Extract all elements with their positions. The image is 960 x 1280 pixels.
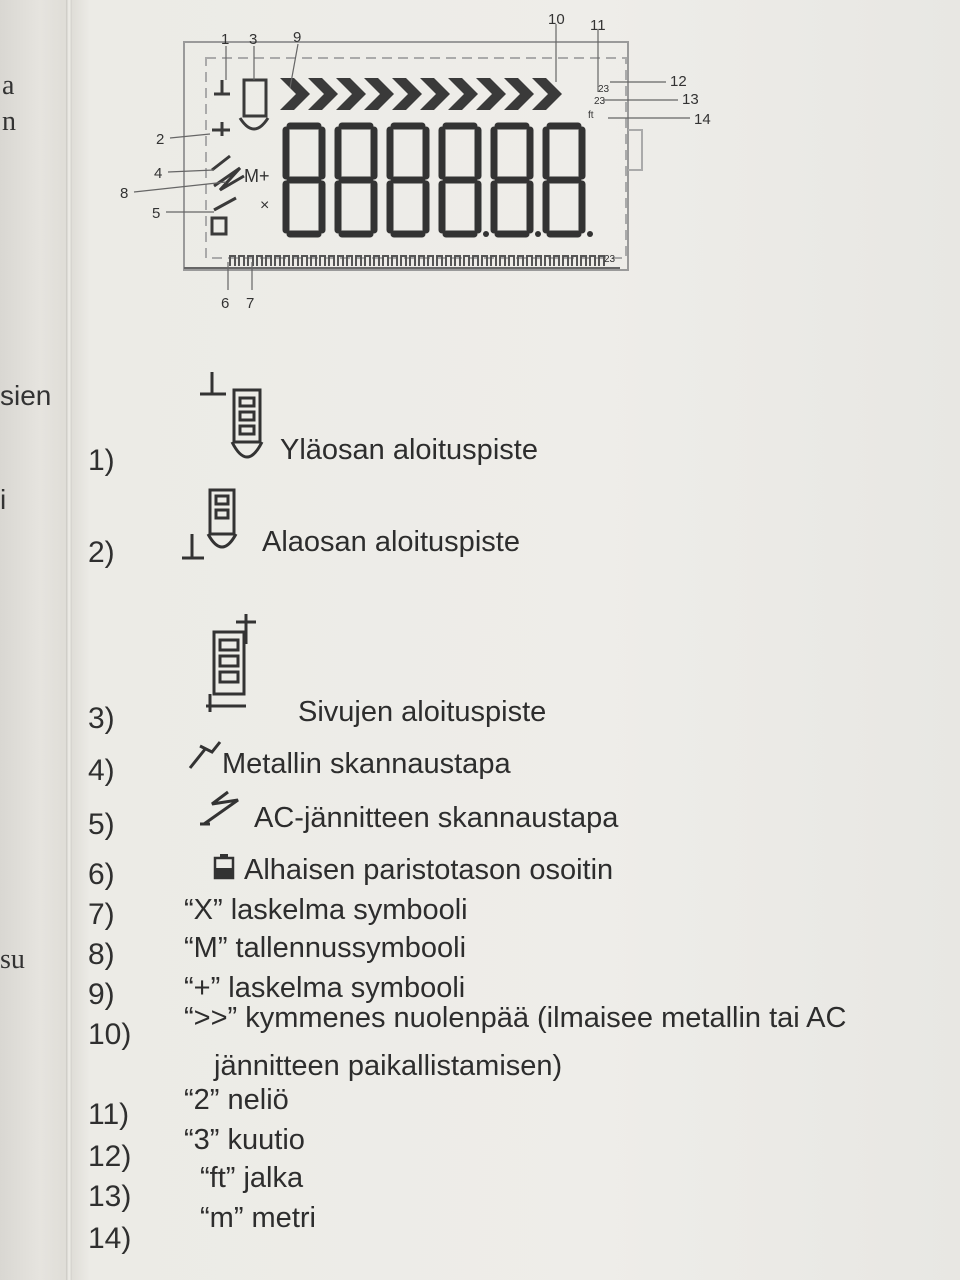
svg-text:ft: ft — [588, 110, 594, 121]
callout-number: 6 — [221, 295, 230, 312]
legend-text-6: Alhaisen paristotason osoitin — [244, 854, 614, 886]
lcd-digit — [494, 126, 541, 237]
legend-number-13: 13) — [88, 1180, 132, 1213]
legend-number-2: 2) — [88, 536, 115, 569]
arrow-chevron — [532, 78, 562, 110]
edge-fragment-n: n — [2, 106, 16, 137]
edge-fragment-a: a — [2, 70, 15, 101]
legend-number-12: 12) — [88, 1140, 132, 1173]
ruler-tick — [590, 256, 595, 266]
arrow-chevron — [364, 78, 394, 110]
callout-number: 4 — [154, 165, 163, 182]
callout-leaders — [134, 24, 690, 290]
edge-fragment-sien: sien — [0, 380, 52, 411]
legend-number-10: 10) — [88, 1018, 132, 1051]
legend-text-10: “>>” kymmenes nuolenpää (ilmaisee metallin tai AC — [184, 1002, 847, 1034]
arrow-chevron — [280, 78, 310, 110]
ruler-tick — [284, 256, 289, 266]
ruler-tick — [365, 256, 370, 266]
metal-scan-icon — [186, 736, 226, 776]
ruler-tick — [464, 256, 469, 266]
edge-fragment-i: i — [0, 484, 7, 515]
svg-text:23: 23 — [594, 96, 606, 107]
arrow-chevron — [336, 78, 366, 110]
arrow-chevron — [392, 78, 422, 110]
low-battery-icon — [212, 852, 238, 880]
legend-text-14: “m” metri — [200, 1202, 316, 1234]
callout-number: 8 — [120, 185, 129, 202]
lcd-digit — [390, 126, 426, 234]
arrow-chevron — [504, 78, 534, 110]
arrow-chevron — [448, 78, 478, 110]
ruler-tick — [239, 256, 244, 266]
callout-number: 13 — [682, 91, 699, 108]
ruler-tick — [257, 256, 262, 266]
callout-numbers — [120, 11, 711, 312]
legend-text-4: Metallin skannaustapa — [222, 748, 511, 780]
svg-text:23: 23 — [604, 254, 616, 265]
ruler-tick — [446, 256, 451, 266]
unit-symbols — [588, 84, 616, 265]
callout-number: 10 — [548, 11, 565, 28]
callout-number: 3 — [249, 31, 258, 48]
lcd-diagram — [0, 0, 960, 320]
callout-number: 5 — [152, 205, 161, 222]
legend-number-11: 11) — [88, 1098, 130, 1131]
legend-text-13: “ft” jalka — [200, 1162, 304, 1194]
legend-text-8: “M” tallennussymbooli — [184, 932, 467, 964]
ruler-tick — [572, 256, 577, 266]
svg-text:M+: M+ — [244, 166, 270, 186]
callout-number: 11 — [590, 17, 606, 34]
legend-text-3: Sivujen aloituspiste — [298, 696, 547, 728]
legend-number-9: 9) — [88, 978, 115, 1011]
legend-number-6: 6) — [88, 858, 115, 891]
top-start-point-icon — [196, 368, 276, 472]
lcd-tab — [628, 130, 642, 170]
edge-fragment-su: su — [0, 944, 25, 975]
lcd-digit — [546, 126, 593, 237]
callout-number: 12 — [670, 73, 687, 90]
ac-voltage-icon — [194, 790, 250, 830]
seven-segment-digits — [286, 126, 593, 237]
legend-text-9: “+” laskelma symbooli — [184, 972, 466, 1004]
callout-number: 14 — [694, 111, 711, 128]
callout-number: 9 — [293, 29, 302, 46]
lcd-digit — [286, 126, 322, 234]
lcd-digit — [338, 126, 374, 234]
ruler-tick — [320, 256, 325, 266]
callout-number: 2 — [156, 131, 165, 148]
svg-text:23: 23 — [598, 84, 610, 95]
ruler-tick — [509, 256, 514, 266]
legend-text-11: “2” neliö — [184, 1084, 289, 1116]
side-start-point-icon — [200, 610, 270, 720]
callout-number: 1 — [221, 31, 230, 48]
ruler-tick — [401, 256, 406, 266]
bargraph-ruler — [230, 256, 604, 266]
ruler-tick — [428, 256, 433, 266]
legend-text-5: AC-jännitteen skannaustapa — [254, 802, 619, 834]
legend-number-7: 7) — [88, 898, 115, 931]
legend-text-1: Yläosan aloituspiste — [280, 434, 538, 466]
legend-number-3: 3) — [88, 702, 115, 735]
ruler-tick — [545, 256, 550, 266]
legend-number-8: 8) — [88, 938, 115, 971]
ruler-tick — [383, 256, 388, 266]
arrow-chevrons — [280, 78, 562, 110]
legend-number-14: 14) — [88, 1222, 132, 1255]
callout-number: 7 — [246, 295, 255, 312]
legend-text-2: Alaosan aloituspiste — [262, 526, 520, 558]
ruler-tick — [302, 256, 307, 266]
lcd-digit — [442, 126, 489, 237]
legend-number-4: 4) — [88, 754, 115, 787]
svg-text:×: × — [260, 197, 270, 214]
legend-number-5: 5) — [88, 808, 115, 841]
legend-number-1: 1) — [88, 444, 115, 477]
legend-text-12: “3” kuutio — [184, 1124, 305, 1156]
ruler-tick — [527, 256, 532, 266]
arrow-chevron — [308, 78, 338, 110]
legend-text-10-continued: jännitteen paikallistamisen) — [214, 1050, 563, 1082]
arrow-chevron — [420, 78, 450, 110]
arrow-chevron — [476, 78, 506, 110]
bottom-start-point-icon — [180, 486, 250, 566]
legend-text-7: “X” laskelma symbooli — [184, 894, 468, 926]
